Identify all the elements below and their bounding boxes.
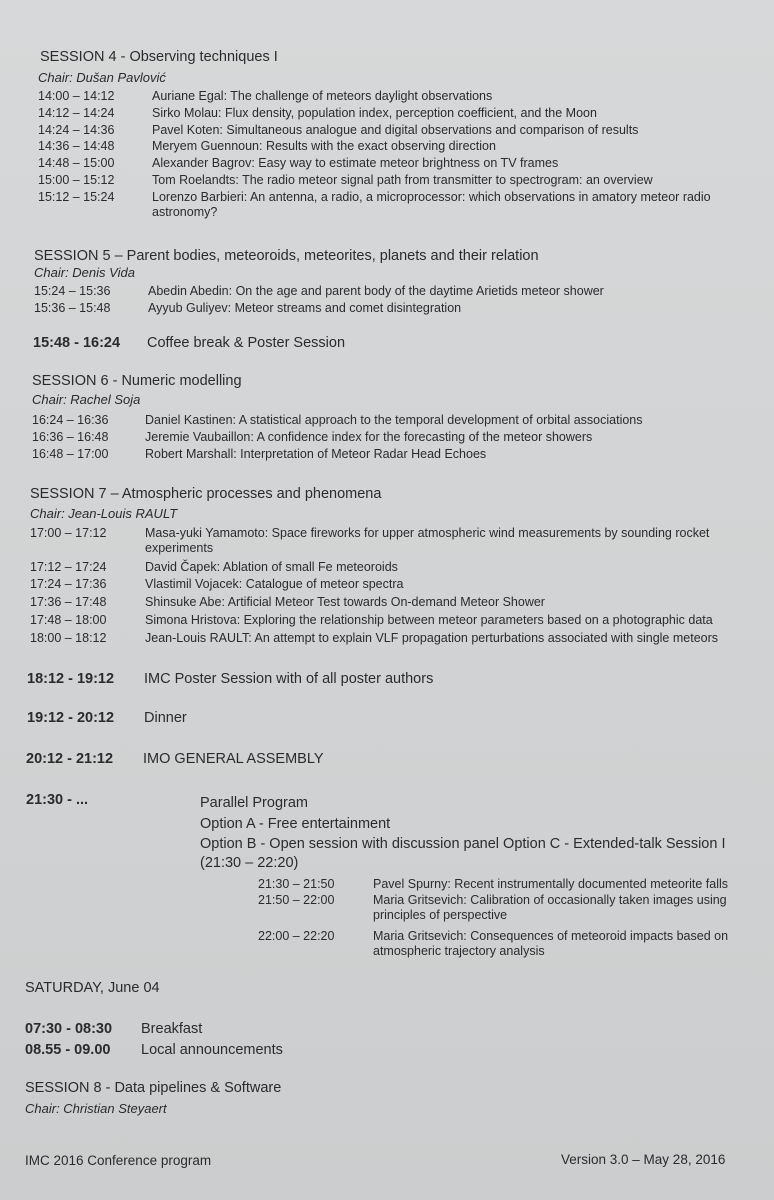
session-4-title: SESSION 4 - Observing techniques I — [40, 49, 278, 65]
talk-text: Lorenzo Barbieri: An antenna, a radio, a microprocessor: which observations in amatory meteor radio astronomy? — [152, 190, 711, 219]
talk-time: 15:00 – 15:12 — [38, 173, 115, 187]
talk-text: Alexander Bagrov: Easy way to estimate meteor brightness on TV frames — [152, 156, 559, 170]
talk-text: Jeremie Vaubaillon: A confidence index for the forecasting of the meteor showers — [145, 430, 593, 444]
break-time: 15:48 - 16:24 — [33, 335, 121, 351]
talk-time: 15:36 – 15:48 — [34, 301, 111, 315]
session-7-title: SESSION 7 – Atmospheric processes and phenomena — [30, 486, 382, 502]
session-6-title: SESSION 6 - Numeric modelling — [32, 373, 242, 389]
footer-right: Version 3.0 – May 28, 2016 — [561, 1152, 726, 1167]
event-time: 18:12 - 19:12 — [27, 671, 115, 687]
talk-time: 17:00 – 17:12 — [30, 526, 107, 540]
talk-text: David Čapek: Ablation of small Fe meteoroids — [145, 560, 398, 574]
event-text: IMC Poster Session with of all poster authors — [144, 671, 434, 687]
talk-time: 17:48 – 18:00 — [30, 613, 107, 627]
talk-text: Vlastimil Vojacek: Catalogue of meteor spectra — [145, 577, 404, 591]
talk-time: 15:12 – 15:24 — [38, 190, 115, 204]
talk-text: Jean-Louis RAULT: An attempt to explain VLF propagation perturbations associated with single meteors — [145, 631, 719, 645]
talk-time: 14:24 – 14:36 — [38, 123, 115, 137]
event-time: 08.55 - 09.00 — [25, 1042, 111, 1058]
event-text: Local announcements — [141, 1042, 283, 1058]
program-page: SESSION 4 - Observing techniques I Chair: Dušan Pavlović 14:00 – 14:12 Auriane Egal: The challenge of meteors daylight observations 14:12 – 14:24 Sirko Molau: Flux density, population index, perception coefficient, and the Moon 14:24 – 14:36 Pavel Koten: Simultaneous analogue and digital observations and comparison of results 14:36 – 14:48 Meryem Guennoun: Results with the exact observing direction 14:48 – 15:00 Alexander Bagrov: Easy way to estimate meteor brightness on TV frames 15:00 – 15:12 Tom Roelandts: The radio meteor signal path from transmitter to spectrogram: an overview 15:12 – 15:24 Lorenzo Barbieri: An antenna, a radio, a microprocessor: which observations in amatory meteor radio astronomy? SESSION 5 – Parent bodies, meteoroids, meteorites, planets and their relation Chair: Denis Vida 15:24 – 15:36 Abedin Abedin: On the age and parent body of the daytime Arietids meteor shower 15:36 – 15:48 Ayyub Guliyev: Meteor streams and comet disintegration 15:48 - 16:24 Coffee break & Poster Session SESSION 6 - Numeric modelling Chair: Rachel Soja 16:24 – 16:36 Daniel Kastinen: A statistical approach to the temporal development of orbital associations 16:36 – 16:48 Jeremie Vaubaillon: A confidence index for the forecasting of the meteor showers 16:48 – 17:00 Robert Marshall: Interpretation of Meteor Radar Head Echoes SESSION 7 – Atmospheric processes and phenomena Chair: Jean-Louis RAULT 17:00 – 17:12 Masa-yuki Yamamoto: Space fireworks for upper atmospheric wind measurements by sounding rocket experiments 17:12 – 17:24 David Čapek: Ablation of small Fe meteoroids 17:24 – 17:36 Vlastimil Vojacek: Catalogue of meteor spectra 17:36 – 17:48 Shinsuke Abe: Artificial Meteor Test towards On-demand Meteor Shower 17:48 – 18:00 Simona Hristova: Exploring the relationship between meteor parameters based on a photographic data 18:00 – 18:12 Jean-Louis RAULT: An attempt to explain VLF propagation perturbations associated with single meteors 18:12 - 19:12 IMC Poster Session with of all poster authors 19:12 - 20:12 Dinner 20:12 - 21:12 IMO GENERAL ASSEMBLY 21:30 - ... Parallel Program Option A - Free entertainment Option B - Open session with discussion panel Option C - Extended-talk Session I (21:30 – 22:20) 21:30 – 21:50 Pavel Spurny: Recent instrumentally documented meteorite falls 21:50 – 22:00 Maria Gritsevich: Calibration of occasionally taken images using principles of perspective 22:00 – 22:20 Maria Gritsevich: Consequences of meteoroid impacts based on atmospheric trajectory analysis SATURDAY, June 04 07:30 - 08:30 Breakfast 08.55 - 09.00 Local announcements SESSION 8 - Data pipelines & Software Chair: Christian Steyaert IMC 2016 Conference program Version 3.0 – May 28, 2016 — [0, 0, 774, 1200]
talk-text: Ayyub Guliyev: Meteor streams and comet disintegration — [148, 301, 462, 315]
talk-time: 14:00 – 14:12 — [38, 89, 115, 103]
session-5-chair: Chair: Denis Vida — [34, 265, 135, 280]
talk-text: Robert Marshall: Interpretation of Meteor Radar Head Echoes — [145, 447, 487, 461]
session-4-chair: Chair: Dušan Pavlović — [38, 70, 166, 85]
talk-text: Shinsuke Abe: Artificial Meteor Test towards On-demand Meteor Shower — [145, 595, 545, 609]
talk-time: 16:24 – 16:36 — [32, 413, 109, 427]
talk-text: Pavel Koten: Simultaneous analogue and digital observations and comparison of results — [152, 123, 639, 137]
talk-time: 17:24 – 17:36 — [30, 577, 107, 591]
session-8-chair: Chair: Christian Steyaert — [25, 1101, 167, 1116]
event-time: 20:12 - 21:12 — [26, 751, 114, 767]
talk-text: Pavel Spurny: Recent instrumentally documented meteorite falls — [373, 877, 729, 891]
talk-text: Meryem Guennoun: Results with the exact observing direction — [152, 139, 496, 153]
talk-time: 15:24 – 15:36 — [34, 284, 111, 298]
talk-text: Auriane Egal: The challenge of meteors daylight observations — [152, 89, 493, 103]
talk-time: 22:00 – 22:20 — [258, 929, 335, 943]
talk-time: 14:36 – 14:48 — [38, 139, 115, 153]
session-7-chair: Chair: Jean-Louis RAULT — [30, 506, 178, 521]
talk-time: 14:48 – 15:00 — [38, 156, 115, 170]
session-6-chair: Chair: Rachel Soja — [32, 392, 141, 407]
option-a: Option A - Free entertainment — [200, 816, 391, 832]
talk-text: Masa-yuki Yamamoto: Space fireworks for upper atmospheric wind measurements by sounding rocket experiments — [145, 526, 710, 555]
talk-time: 16:48 – 17:00 — [32, 447, 109, 461]
parallel-program-heading: Parallel Program — [200, 795, 308, 811]
talk-text: Abedin Abedin: On the age and parent body of the daytime Arietids meteor shower — [148, 284, 604, 298]
event-time: 19:12 - 20:12 — [27, 710, 115, 726]
footer-left: IMC 2016 Conference program — [25, 1153, 212, 1168]
talk-text: Simona Hristova: Exploring the relationship between meteor parameters based on a photographic data — [145, 613, 713, 627]
talk-text: Maria Gritsevich: Consequences of meteoroid impacts based on atmospheric trajectory analysis — [373, 929, 729, 958]
event-text: Breakfast — [141, 1021, 203, 1037]
day-heading: SATURDAY, June 04 — [25, 980, 160, 996]
talk-time: 21:30 – 21:50 — [258, 877, 335, 891]
session-8-title: SESSION 8 - Data pipelines & Software — [25, 1080, 282, 1096]
talk-text: Tom Roelandts: The radio meteor signal path from transmitter to spectrogram: an overview — [152, 173, 653, 187]
talk-time: 21:50 – 22:00 — [258, 893, 335, 907]
talk-time: 14:12 – 14:24 — [38, 106, 115, 120]
option-b: Option B - Open session with discussion panel Option C - Extended-talk Session I (21:30 – 22:20) — [200, 836, 726, 871]
talk-text: Daniel Kastinen: A statistical approach to the temporal development of orbital associations — [145, 413, 643, 427]
event-time: 07:30 - 08:30 — [25, 1021, 113, 1037]
talk-time: 17:12 – 17:24 — [30, 560, 107, 574]
session-5-title: SESSION 5 – Parent bodies, meteoroids, meteorites, planets and their relation — [34, 248, 539, 264]
talk-time: 17:36 – 17:48 — [30, 595, 107, 609]
talk-text: Sirko Molau: Flux density, population index, perception coefficient, and the Moon — [152, 106, 597, 120]
talk-time: 16:36 – 16:48 — [32, 430, 109, 444]
break-text: Coffee break & Poster Session — [147, 335, 346, 351]
talk-text: Maria Gritsevich: Calibration of occasionally taken images using principles of perspective — [373, 893, 727, 922]
talk-time: 18:00 – 18:12 — [30, 631, 107, 645]
event-text: Dinner — [144, 710, 187, 726]
event-text: IMO GENERAL ASSEMBLY — [143, 751, 324, 767]
